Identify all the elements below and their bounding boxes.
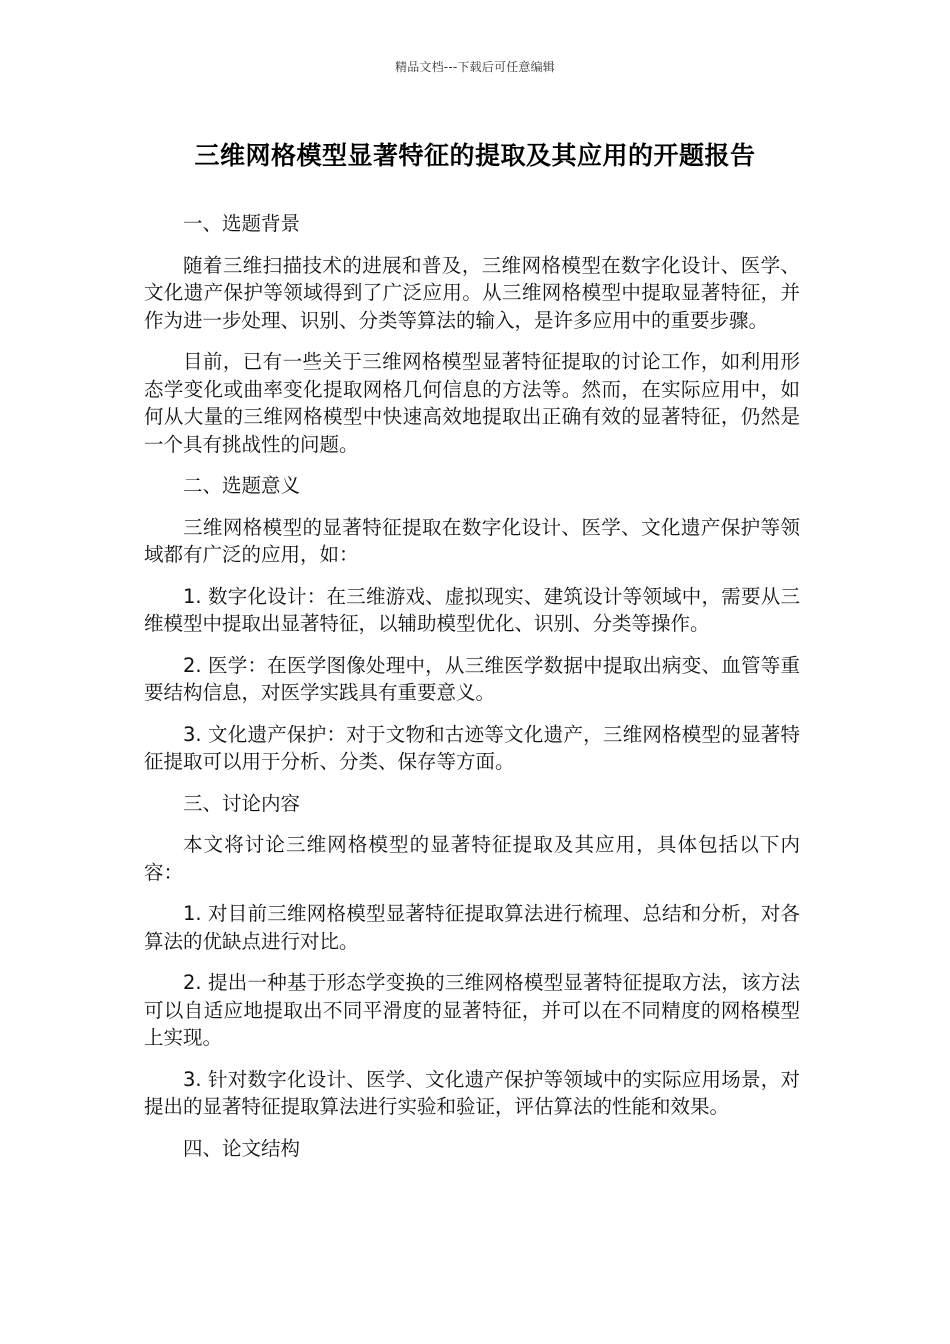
list-item: 1. 数字化设计：在三维游戏、虚拟现实、建筑设计等领域中，需要从三维模型中提取出显著特征，以辅助模型优化、识别、分类等操作。 — [144, 584, 800, 635]
section-heading-structure: 四、论文结构 — [183, 1136, 301, 1160]
section-heading-content: 三、讨论内容 — [183, 791, 301, 815]
list-item: 3. 针对数字化设计、医学、文化遗产保护等领域中的实际应用场景，对提出的显著特征提取算法进行实验和验证，评估算法的性能和效果。 — [144, 1067, 800, 1118]
section-heading-background: 一、选题背景 — [183, 212, 301, 235]
list-item: 2. 提出一种基于形态学变换的三维网格模型显著特征提取方法，该方法可以自适应地提取出不同平滑度的显著特征，并可以在不同精度的网格模型上实现。 — [144, 971, 800, 1049]
list-item: 1. 对目前三维网格模型显著特征提取算法进行梳理、总结和分析，对各算法的优缺点进行对比。 — [144, 902, 800, 953]
paragraph: 目前，已有一些关于三维网格模型显著特征提取的讨论工作，如利用形态学变化或曲率变化提取网格几何信息的方法等。然而，在实际应用中，如何从大量的三维网格模型中快速高效地提取出正确有效的显著特征，仍然是一个具有挑战性的问题。 — [144, 350, 800, 456]
document-title: 三维网格模型显著特征的提取及其应用的开题报告 — [194, 141, 756, 170]
list-item: 2. 医学：在医学图像处理中，从三维医学数据中提取出病变、血管等重要结构信息，对医学实践具有重要意义。 — [144, 653, 800, 704]
document-body — [144, 210, 800, 1176]
section-heading-significance: 二、选题意义 — [183, 474, 301, 497]
list-item: 3. 文化遗产保护：对于文物和古迹等文化遗产，三维网格模型的显著特征提取可以用于分析、分类、保存等方面。 — [144, 722, 800, 773]
paragraph: 本文将讨论三维网格模型的显著特征提取及其应用，具体包括以下内容： — [144, 833, 800, 884]
paragraph: 随着三维扫描技术的进展和普及，三维网格模型在数字化设计、医学、文化遗产保护等领域得到了广泛应用。从三维网格模型中提取显著特征，并作为进一步处理、识别、分类等算法的输入，是许多应用中的重要步骤。 — [144, 253, 800, 332]
header-note: 精品文档---下载后可任意编辑 — [395, 60, 555, 74]
paragraph: 三维网格模型的显著特征提取在数字化设计、医学、文化遗产保护等领域都有广泛的应用，如： — [144, 515, 800, 566]
